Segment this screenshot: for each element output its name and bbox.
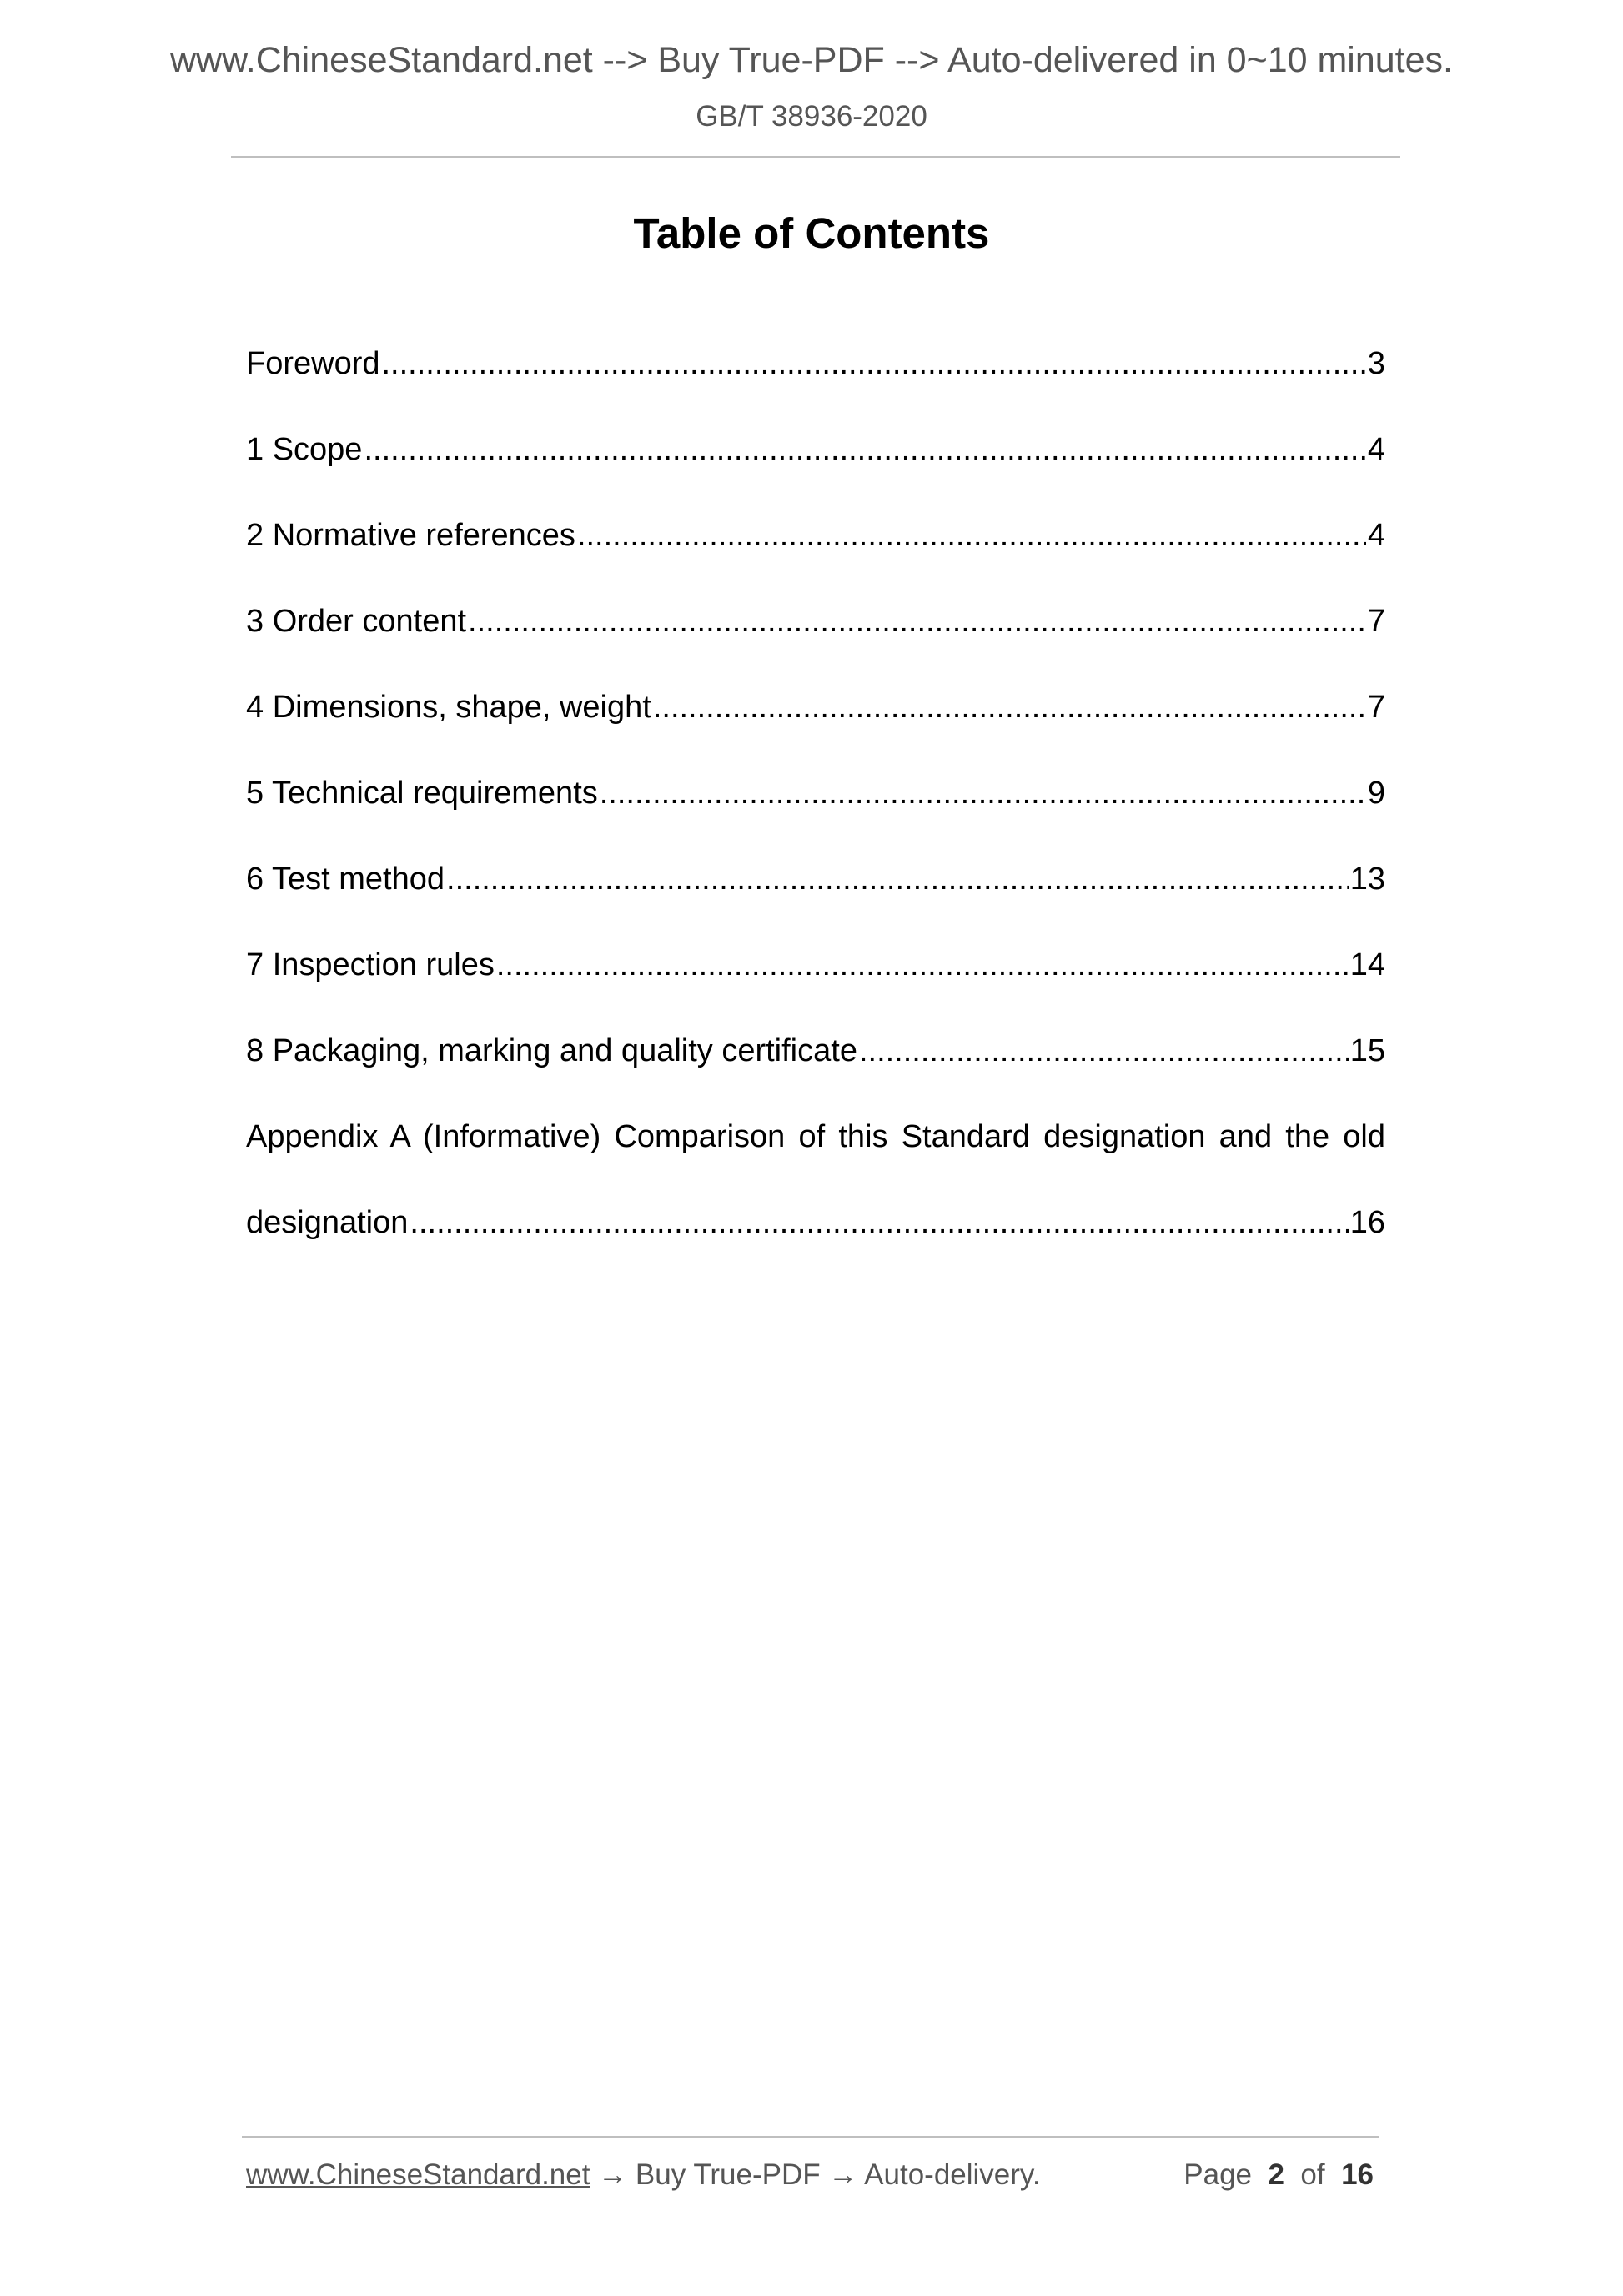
header-banner: www.ChineseStandard.net --> Buy True-PDF --> Auto-delivered in 0~10 minutes.	[169, 40, 1453, 80]
toc-entry-page: 4	[1367, 432, 1385, 467]
toc-entry-page: 14	[1349, 947, 1385, 982]
toc-entry-page: 3	[1367, 346, 1385, 381]
toc-entry-page: 4	[1367, 518, 1385, 553]
toc-entry-inspection-rules[interactable]	[246, 940, 1385, 1026]
toc-entry-foreword[interactable]	[246, 339, 1385, 425]
toc-entry-test-method[interactable]	[246, 854, 1385, 940]
toc-dot-leader	[410, 1198, 1348, 1248]
page-footer	[246, 2156, 1374, 2194]
footer-tagline-text: → Buy True-PDF → Auto-delivery.	[590, 2158, 1041, 2191]
toc-dot-leader	[446, 854, 1349, 904]
page-number	[1183, 2156, 1374, 2194]
footer-tagline	[246, 2156, 1041, 2194]
page-of: of	[1300, 2158, 1325, 2191]
toc-entry-appendix-a[interactable]	[246, 1112, 1385, 1284]
toc-entry-normative-references[interactable]	[246, 510, 1385, 596]
toc-entry-order-content[interactable]	[246, 596, 1385, 682]
toc-entry-label-continued: designation	[246, 1205, 409, 1240]
toc-entry-page: 7	[1367, 690, 1385, 725]
toc-entry-label: 7 Inspection rules	[246, 947, 495, 982]
toc-entry-label: 4 Dimensions, shape, weight	[246, 690, 651, 725]
toc-entry-technical-requirements[interactable]	[246, 768, 1385, 854]
toc-dot-leader	[364, 425, 1365, 475]
toc-entry-label: 6 Test method	[246, 862, 445, 897]
toc-entry-page: 15	[1349, 1033, 1385, 1068]
toc-entry-label: 8 Packaging, marking and quality certificate	[246, 1033, 857, 1068]
page-total: 16	[1341, 2158, 1374, 2191]
toc-entry-label: Appendix A (Informative) Comparison of this Standard designation and the old	[246, 1119, 1385, 1154]
footer-website-link[interactable]: www.ChineseStandard.net	[246, 2158, 590, 2191]
toc-entry-label: Foreword	[246, 346, 380, 381]
toc-entry-page: 13	[1349, 862, 1385, 897]
toc-entry-label: 3 Order content	[246, 604, 467, 639]
toc-entry-page: 7	[1367, 604, 1385, 639]
toc-entry-label: 1 Scope	[246, 432, 363, 467]
page-word: Page	[1183, 2158, 1253, 2191]
toc-entry-label: 5 Technical requirements	[246, 776, 598, 811]
footer-divider	[242, 2136, 1379, 2138]
toc-entry-packaging[interactable]	[246, 1026, 1385, 1112]
document-code: GB/T 38936-2020	[696, 100, 927, 133]
toc-entry-page: 9	[1367, 776, 1385, 811]
table-of-contents	[246, 339, 1385, 1284]
page-current: 2	[1268, 2158, 1284, 2191]
toc-entry-label: 2 Normative references	[246, 518, 575, 553]
toc-dot-leader	[382, 339, 1366, 389]
toc-entry-page: 16	[1349, 1205, 1385, 1240]
toc-entry-dimensions[interactable]	[246, 682, 1385, 768]
header-divider	[231, 156, 1400, 158]
toc-dot-leader	[496, 940, 1349, 990]
toc-dot-leader	[600, 768, 1366, 818]
toc-dot-leader	[859, 1026, 1349, 1076]
toc-entry-scope[interactable]	[246, 425, 1385, 510]
toc-dot-leader	[468, 596, 1366, 646]
page-title: Table of Contents	[633, 209, 990, 257]
toc-dot-leader	[577, 510, 1366, 560]
toc-dot-leader	[653, 682, 1366, 732]
